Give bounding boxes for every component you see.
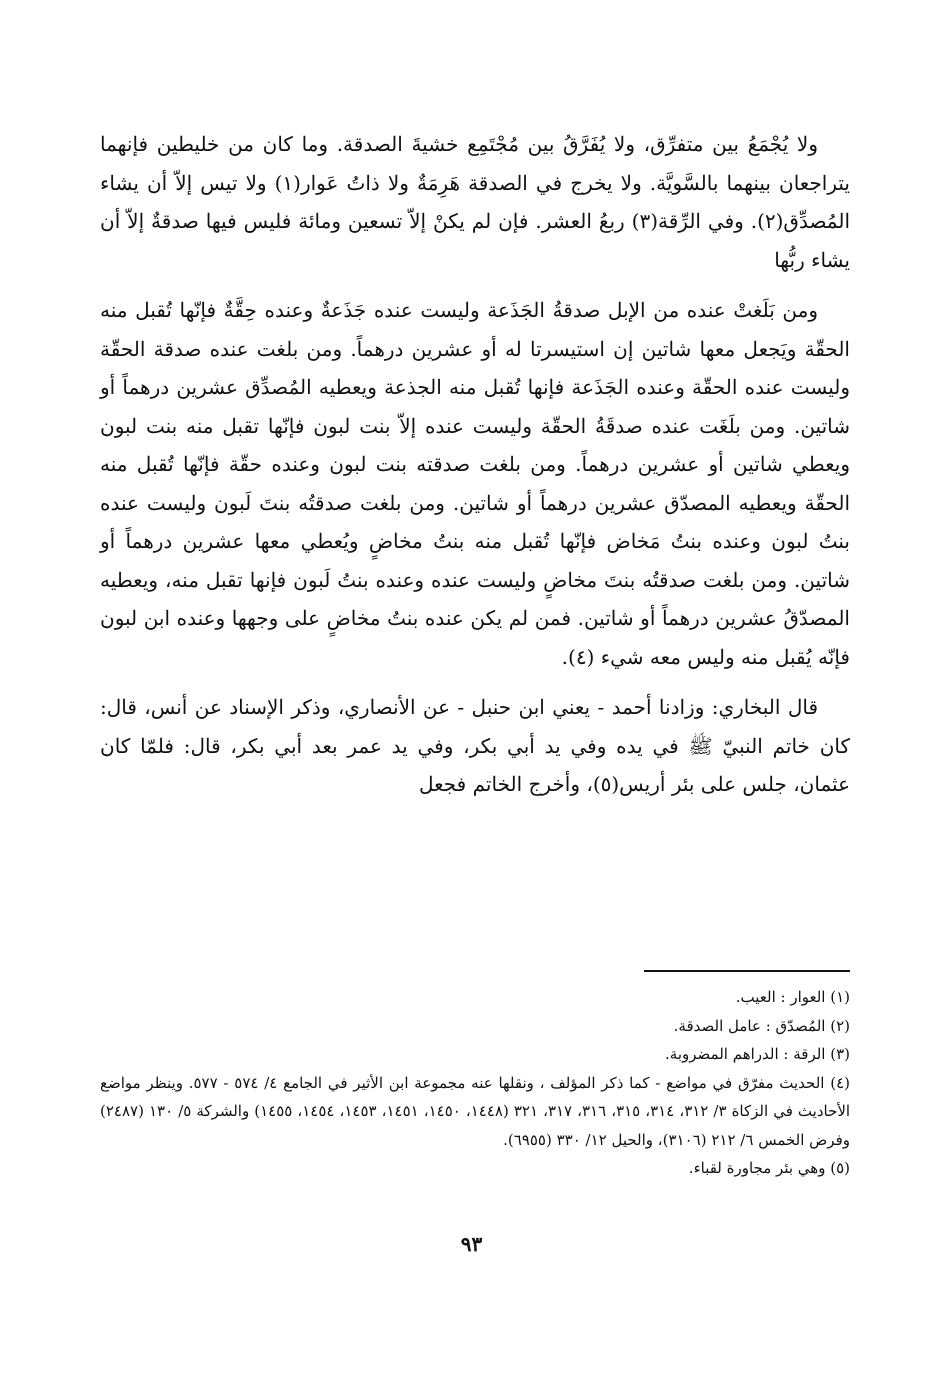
footnote-5: (٥) وهي بئر مجاورة لقباء. [688, 1159, 850, 1177]
footnote-separator [644, 970, 850, 972]
footnote-3: (٣) الرقة : الدراهم المضروبة. [665, 1045, 850, 1063]
footnotes [100, 983, 850, 1183]
main-text [100, 125, 850, 816]
paragraph-zakat-rules: ولا يُجْمَعُ بين متفرِّق، ولا يُفَرَّقُ بين مُجْتَمِع خشيةَ الصدقة. وما كان من خليطين فإنهما يتراجعان بينهما بالسَّويَّة. ولا يخرج في الصدقة هَرِمَةٌ ولا ذاتُ عَوار(١) ولا تيس إلاّ أن يشاء المُصدِّق(٢). وفي الرِّقة(٣) ربعُ العشر. فإن لم يكنْ إلاّ تسعين ومائة فليس فيها صدقةٌ إلاّ أن يشاء ربُّها [100, 132, 851, 272]
paragraph-camel-ages: ومن بَلَغتْ عنده من الإبل صدقةُ الجَذَعة وليست عنده جَذَعةٌ وعنده حِقَّةٌ فإنّها تُقبل منه الحقّة ويَجعل معها شاتين إن استيسرتا له أو عشرين درهماً. ومن بلغت عنده صدقة الحقّة وليست عنده الحقّة وعنده الجَذَعة فإنها تُقبل منه الجذعة ويعطيه المُصدِّق عشرين درهماً أو شاتين. ومن بلَغَت عنده صدقَةُ الحقّة وليست عنده إلاّ بنت لبون فإنّها تقبل منه بنت لبون ويعطي شاتين أو عشرين درهماً. ومن بلغت صدقته بنت لبون وعنده حقّة فإنّها تُقبل منه الحقّة ويعطيه المصدّق عشرين درهماً أو شاتين. ومن بلغت صدقتُه بنتَ لَبون وليست عنده بنتُ لبون وعنده بنتُ مَخاض فإنّها تُقبل منه بنتُ مخاضٍ ويُعطي معها عشرين درهماً أو شاتين. ومن بلغت صدقتُه بنتَ مخاضٍ وليست عنده وعنده بنتُ لَبون فإنها تقبل منه، ويعطيه المصدّقُ عشرين درهماً أو شاتين. فمن لم يكن عنده بنتُ مخاضٍ على وجهها وعنده ابن لبون فإنّه يُقبل منه وليس معه شيء (٤). [100, 298, 850, 669]
footnote-1: (١) العوار : العيب. [735, 988, 850, 1006]
footnote-2: (٢) المُصدّق : عامل الصدقة. [673, 1016, 850, 1035]
paragraph-bukhari-ring: قال البخاري: وزادنا أحمد - يعني ابن حنبل - عن الأنصاري، وذكر الإسناد عن أنس، قال: كان خاتم النبيّ ﷺ في يده وفي يد أبي بكر، وفي يد عمر بعد أبي بكر، قال: فلمّا كان عثمان، جلس على بئر أريس(٥)، وأخرج الخاتم فجعل [100, 695, 850, 796]
page-number: ٩٣ [460, 1232, 483, 1256]
footnote-4: (٤) الحديث مفرّق في مواضع - كما ذكر المؤلف ، ونقلها عنه مجموعة ابن الأثير في الجامع ٤/ ٥٧٤ - ٥٧٧. وينظر مواضع الأحاديث في الزكاة ٣/ ٣١٢، ٣١٤، ٣١٥، ٣١٦، ٣١٧، ٣٢١ (١٤٤٨، ١٤٥٠، ١٤٥١، ١٤٥٣، ١٤٥٤، ١٤٥٥) والشركة ٥/ ١٣٠ (٢٤٨٧) وفرض الخمس ٦/ ٢١٢ (٣١٠٦)، والحيل ١٢/ ٣٣٠ (٦٩٥٥). [100, 1073, 851, 1149]
